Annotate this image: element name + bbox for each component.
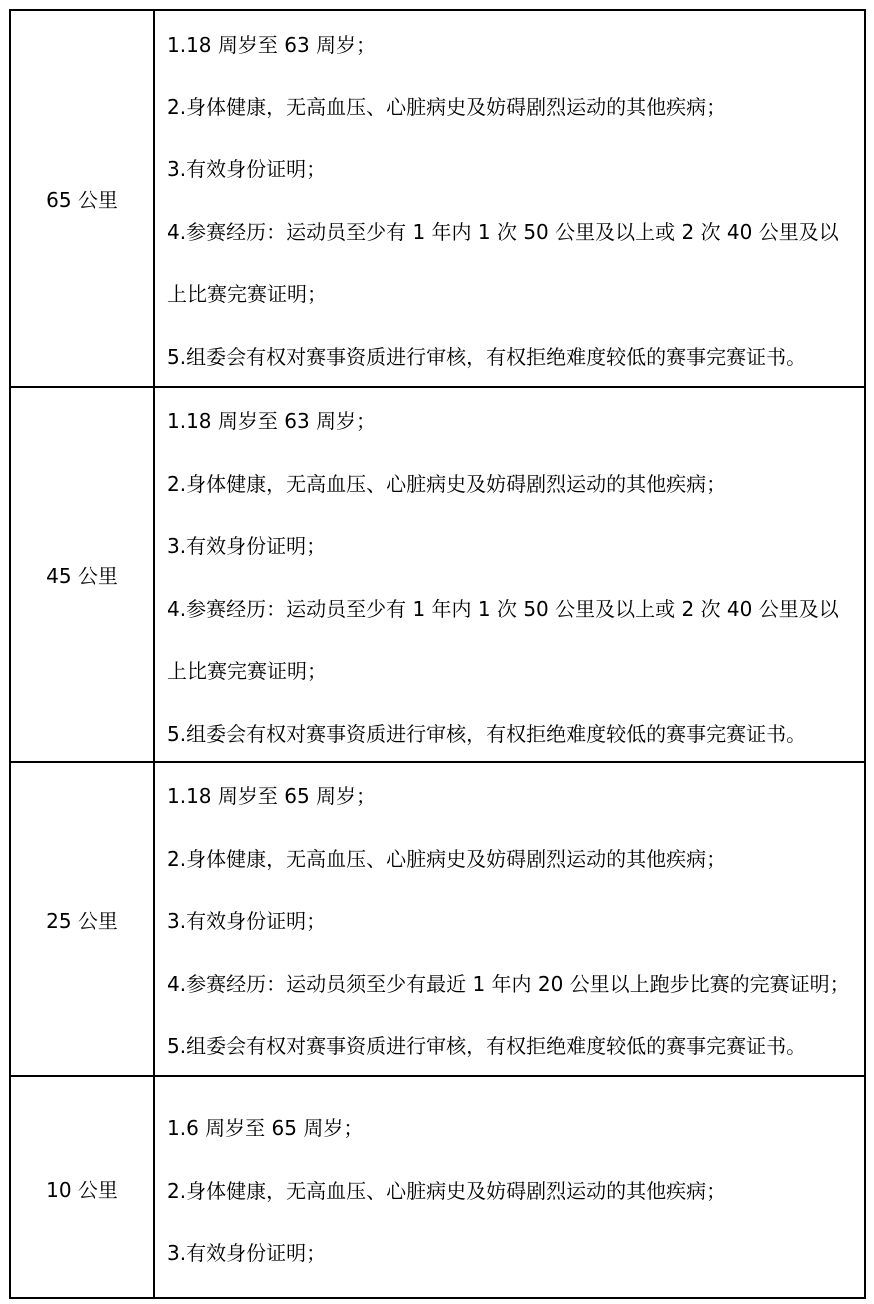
requirements-table — [9, 9, 866, 1299]
requirement-line: 3.有效身份证明； — [167, 534, 327, 558]
requirements-cell — [167, 11, 860, 386]
table-row — [11, 1075, 864, 1299]
requirements-cell — [167, 1077, 860, 1299]
table-row — [11, 11, 864, 386]
requirement-line: 1.18 周岁至 63 周岁； — [167, 33, 377, 57]
table-row — [11, 761, 864, 1075]
requirement-line: 3.有效身份证明； — [167, 909, 327, 933]
distance-cell: 45 公里 — [11, 388, 155, 761]
requirements-cell — [167, 388, 860, 761]
requirement-line: 5.组委会有权对赛事资质进行审核，有权拒绝难度较低的赛事完赛证书。 — [167, 1034, 807, 1058]
table-row — [11, 386, 864, 761]
requirement-line: 上比赛完赛证明； — [167, 659, 327, 683]
requirement-line: 2.身体健康，无高血压、心脏病史及妨碍剧烈运动的其他疾病； — [167, 1179, 727, 1203]
requirement-line: 3.有效身份证明； — [167, 1241, 327, 1265]
requirement-line: 2.身体健康，无高血压、心脏病史及妨碍剧烈运动的其他疾病； — [167, 472, 727, 496]
requirement-line: 上比赛完赛证明； — [167, 282, 327, 306]
requirement-line: 3.有效身份证明； — [167, 157, 327, 181]
requirement-line: 5.组委会有权对赛事资质进行审核，有权拒绝难度较低的赛事完赛证书。 — [167, 345, 807, 369]
requirement-line: 1.18 周岁至 63 周岁； — [167, 409, 377, 433]
requirement-line: 1.18 周岁至 65 周岁； — [167, 784, 377, 808]
requirement-line: 2.身体健康，无高血压、心脏病史及妨碍剧烈运动的其他疾病； — [167, 847, 727, 871]
requirements-cell — [167, 763, 860, 1075]
requirement-line: 5.组委会有权对赛事资质进行审核，有权拒绝难度较低的赛事完赛证书。 — [167, 722, 807, 746]
requirement-line: 4.参赛经历：运动员至少有 1 年内 1 次 50 公里及以上或 2 次 40 公里及以 — [167, 220, 839, 244]
distance-cell: 25 公里 — [11, 763, 155, 1075]
distance-cell: 10 公里 — [11, 1077, 155, 1299]
requirement-line: 2.身体健康，无高血压、心脏病史及妨碍剧烈运动的其他疾病； — [167, 95, 727, 119]
distance-cell: 65 公里 — [11, 11, 155, 386]
requirement-line: 4.参赛经历：运动员至少有 1 年内 1 次 50 公里及以上或 2 次 40 公里及以 — [167, 597, 839, 621]
requirement-line: 1.6 周岁至 65 周岁； — [167, 1116, 364, 1140]
requirement-line: 4.参赛经历：运动员须至少有最近 1 年内 20 公里以上跑步比赛的完赛证明； — [167, 972, 850, 996]
